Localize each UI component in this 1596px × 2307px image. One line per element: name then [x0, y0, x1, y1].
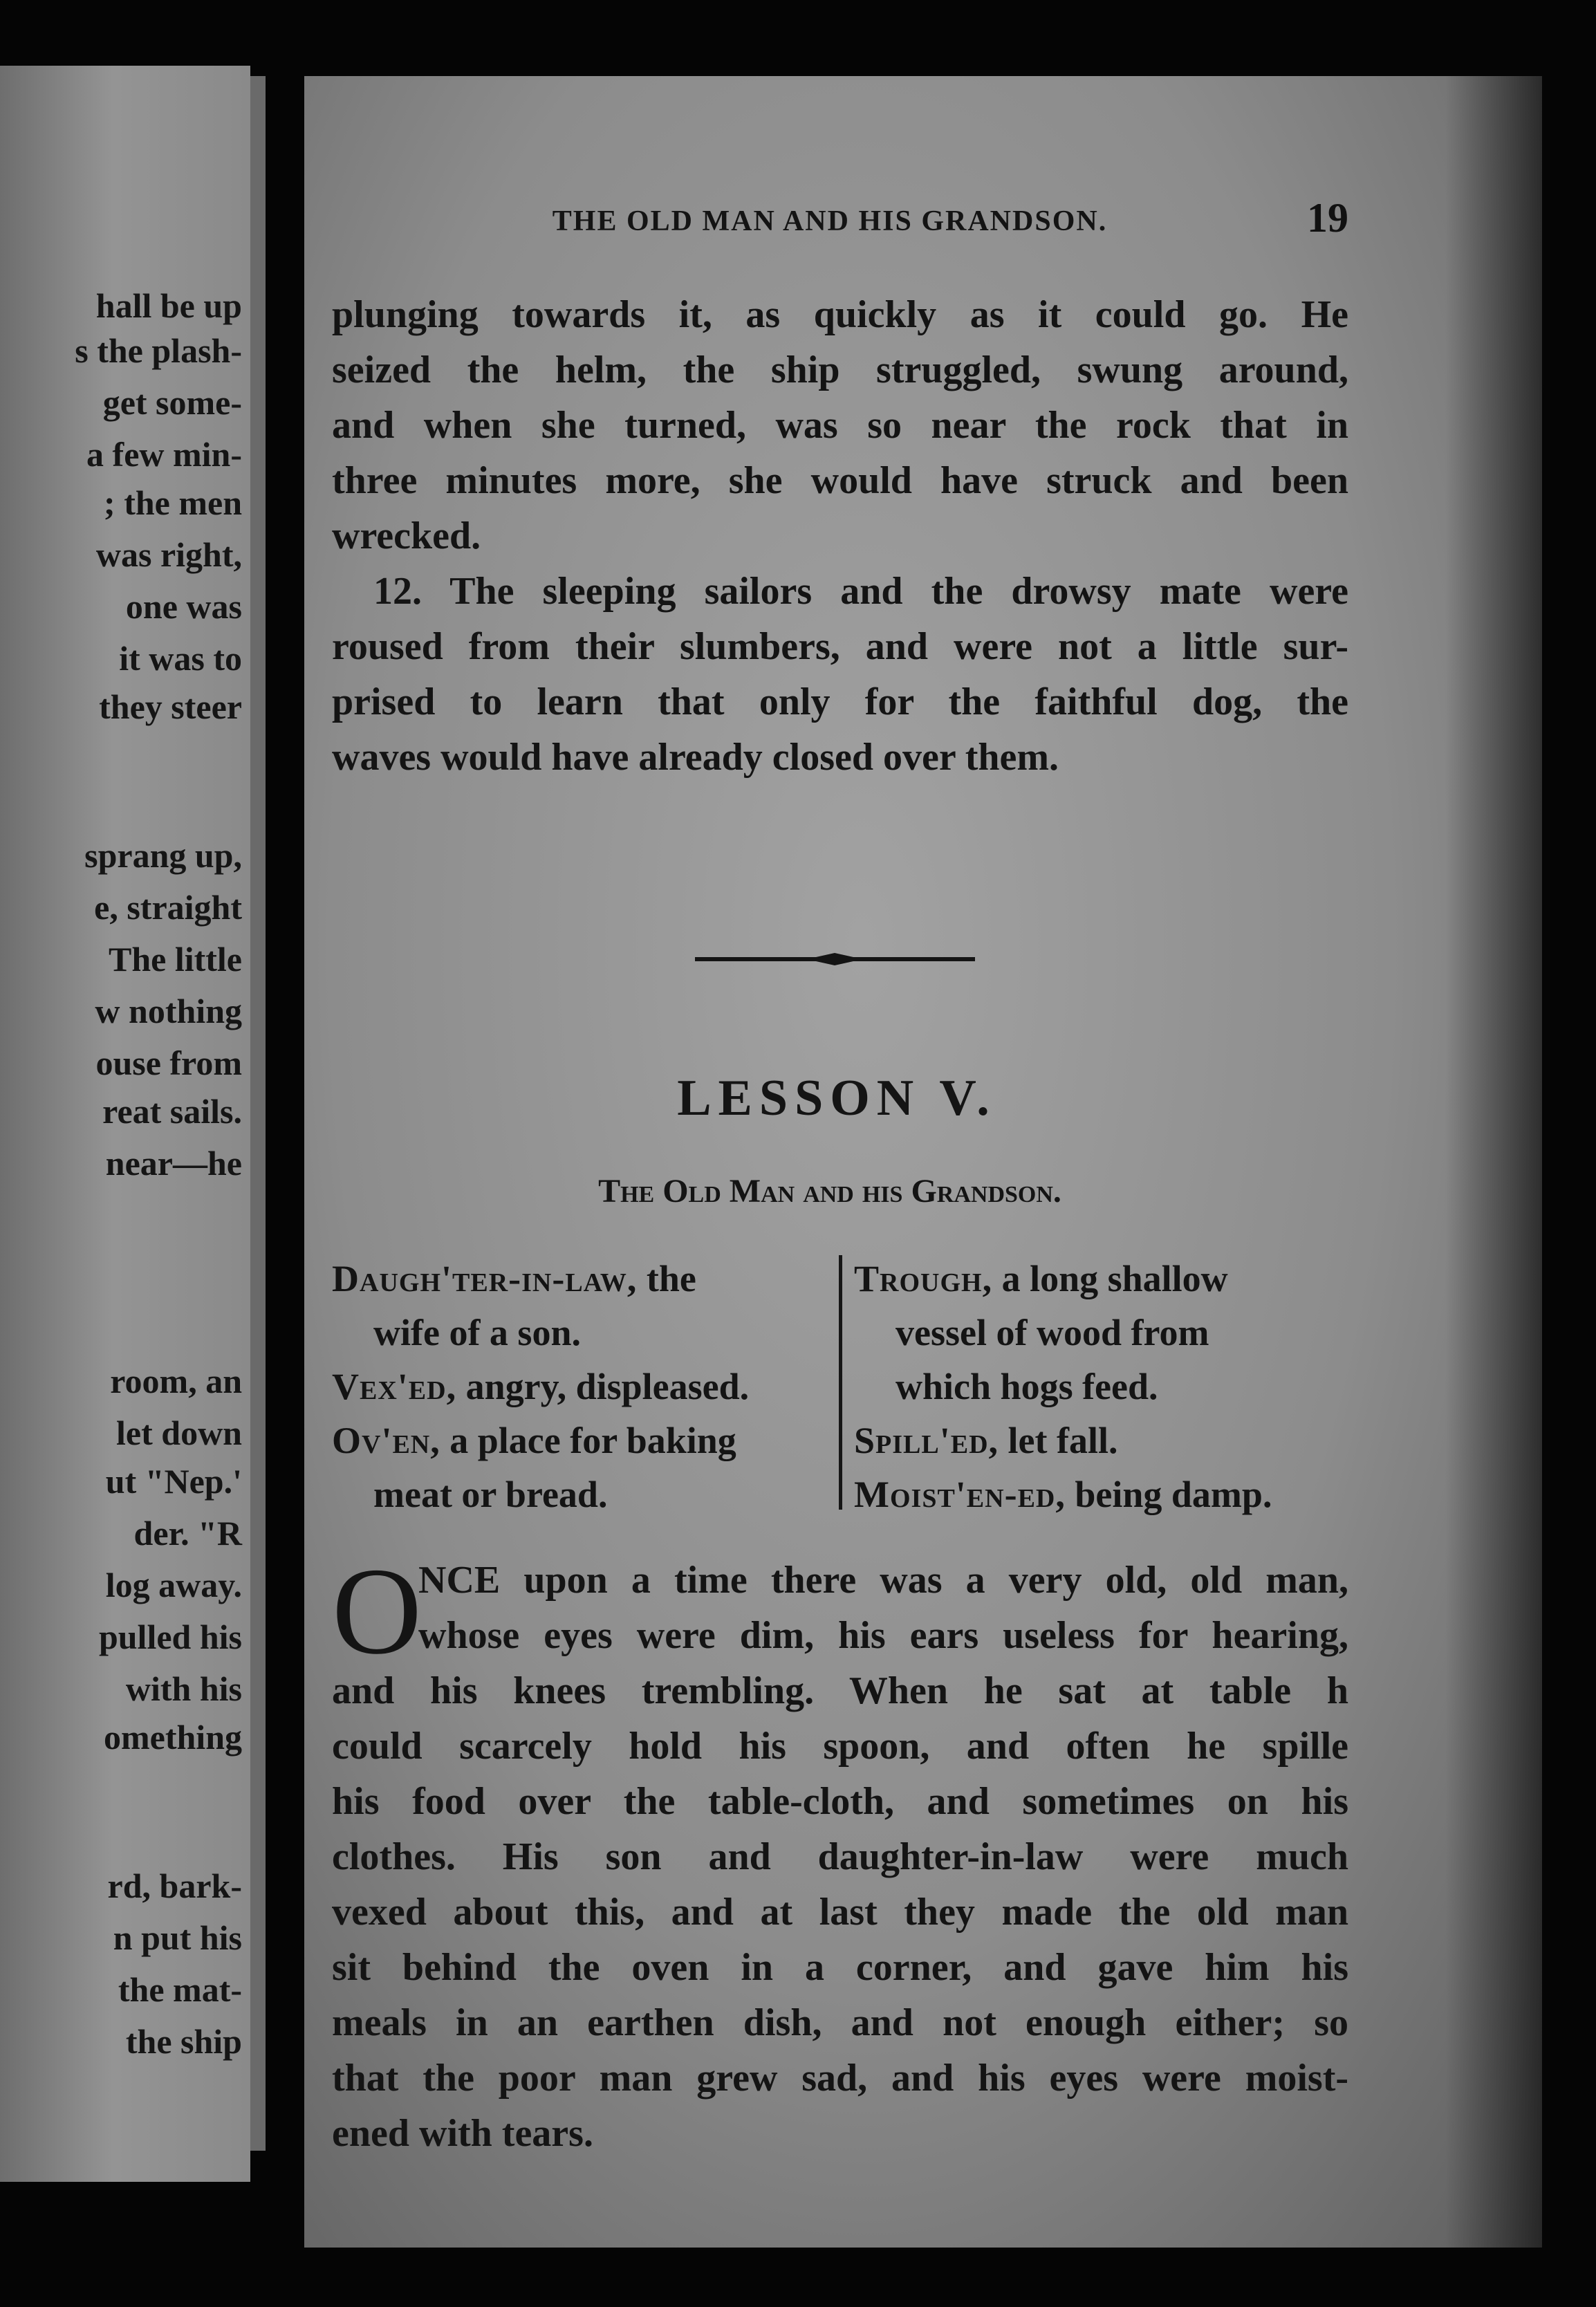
vocabulary-definition: a long shallow [1001, 1258, 1228, 1299]
vocabulary-definition: a place for baking [449, 1420, 736, 1461]
left-page-line: s the plash- [75, 331, 242, 370]
left-page-line: rd, bark- [107, 1866, 242, 1905]
paragraph-12-line: 12. The sleeping sailors and the drowsy mate were [373, 570, 1348, 613]
left-page-line: the ship [125, 2022, 242, 2061]
drop-cap: O [332, 1542, 422, 1680]
story-line: meals in an earthen dish, and not enough either; so [332, 2001, 1348, 2044]
running-head: THE OLD MAN AND HIS GRANDSON. [552, 205, 1108, 237]
vocabulary-definition-continued: meat or bread. [373, 1474, 608, 1515]
left-facing-page [0, 66, 250, 2182]
story-line: vexed about this, and at last they made the old man [332, 1891, 1348, 1934]
vocabulary-word: Moist'en-ed, [854, 1474, 1066, 1515]
vocabulary-word: Daugh'ter-in-law, [332, 1258, 638, 1299]
left-page-line: sprang up, [84, 836, 242, 875]
paragraph-12-line: waves would have already closed over them. [332, 736, 1059, 779]
vocabulary-left-column [332, 1252, 830, 1528]
paragraph-12-line: roused from their slumbers, and were not a little sur- [332, 625, 1348, 668]
left-page-line: ouse from [95, 1044, 242, 1082]
book-page [304, 76, 1542, 2248]
left-page-line: n put his [113, 1918, 242, 1957]
vocabulary-entry [332, 1360, 830, 1414]
story-line: sit behind the oven in a corner, and gave him his [332, 1946, 1348, 1989]
vocabulary-word: Spill'ed, [854, 1420, 999, 1461]
vocabulary-right-column [854, 1252, 1348, 1528]
story-line: clothes. His son and daughter-in-law were much [332, 1835, 1348, 1878]
left-page-line: The little [108, 940, 242, 979]
vocabulary-definition-continued: wife of a son. [373, 1312, 581, 1353]
left-page-line: ut "Nep.' [105, 1462, 242, 1501]
lesson-title: LESSON V. [677, 1070, 996, 1127]
left-page-line: let down [116, 1414, 242, 1452]
vocabulary-definition: let fall. [1008, 1420, 1118, 1461]
left-page-line: reat sails. [102, 1092, 242, 1131]
vocabulary-word: Ov'en, [332, 1420, 440, 1461]
story-line: ened with tears. [332, 2112, 593, 2155]
story-line: his food over the table-cloth, and sometimes on his [332, 1780, 1348, 1823]
page-number: 19 [1307, 195, 1348, 241]
left-page-line: get some- [102, 383, 242, 422]
left-page-line: w nothing [95, 992, 242, 1030]
vocabulary-definition: being damp. [1075, 1474, 1272, 1515]
story-line: NCE upon a time there was a very old, old man, [418, 1559, 1348, 1602]
text-line: and when she turned, was so near the rock that in [332, 404, 1348, 447]
text-line: wrecked. [332, 515, 481, 557]
ornament-divider [695, 953, 975, 965]
story-line: that the poor man grew sad, and his eyes were moist- [332, 2057, 1348, 2100]
vocabulary-definition: the [646, 1258, 696, 1299]
left-page-line: pulled his [98, 1618, 242, 1656]
vocabulary-word: Vex'ed, [332, 1366, 457, 1407]
left-page-line: a few min- [86, 435, 242, 474]
vocabulary-word: Trough, [854, 1258, 993, 1299]
left-page-line: omething [104, 1718, 242, 1757]
left-page-line: near—he [105, 1144, 242, 1183]
vocabulary-definition-continued: which hogs feed. [896, 1366, 1158, 1407]
vocabulary-divider [839, 1255, 842, 1510]
left-page-line: they steer [99, 687, 242, 726]
text-line: three minutes more, she would have struck and been [332, 459, 1348, 502]
vocabulary-entry [854, 1414, 1348, 1467]
story-line: and his knees trembling. When he sat at table h [332, 1669, 1348, 1712]
story-line: could scarcely hold his spoon, and often he spille [332, 1725, 1348, 1768]
story-line: whose eyes were dim, his ears useless for hearing, [418, 1614, 1348, 1657]
vocabulary-entry [854, 1252, 1348, 1414]
left-page-line: room, an [110, 1362, 242, 1400]
lesson-subtitle: The Old Man and his Grandson. [598, 1173, 1061, 1210]
left-page-line: one was [125, 587, 242, 626]
left-page-line: hall be up [95, 286, 242, 325]
left-page-line: ; the men [104, 483, 242, 522]
left-page-line: it was to [119, 639, 242, 678]
paragraph-12-line: prised to learn that only for the faithful dog, the [332, 680, 1348, 723]
left-page-line: log away. [105, 1566, 242, 1604]
left-page-line: e, straight [94, 888, 242, 927]
vocabulary-entry [332, 1252, 830, 1360]
vocabulary-definition-continued: vessel of wood from [896, 1312, 1209, 1353]
left-page-line: der. "R [133, 1514, 242, 1553]
vocabulary-entry [332, 1414, 830, 1521]
left-page-line: the mat- [118, 1970, 242, 2009]
left-page-line: was right, [95, 535, 242, 574]
text-line: seized the helm, the ship struggled, swung around, [332, 349, 1348, 391]
text-line: plunging towards it, as quickly as it could go. He [332, 293, 1348, 336]
vocabulary-definition: angry, displeased. [465, 1366, 750, 1407]
left-page-line: with his [125, 1669, 242, 1708]
gutter-strip [250, 76, 266, 2151]
vocabulary-entry [854, 1467, 1348, 1521]
